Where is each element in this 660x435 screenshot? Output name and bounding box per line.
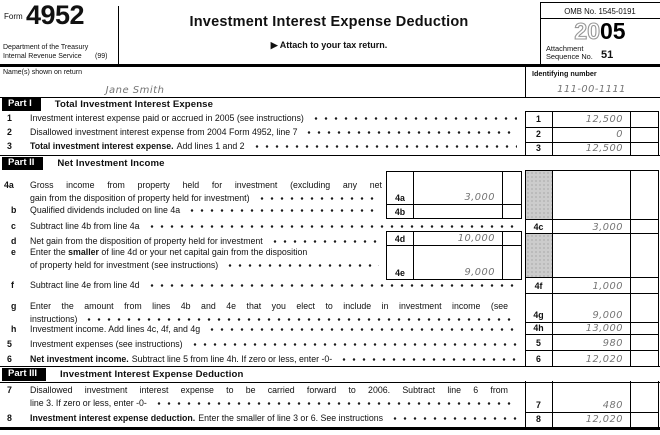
grid-rule [630, 381, 631, 427]
tax-year [540, 19, 660, 43]
part3-bar [0, 366, 660, 383]
grid-rule [658, 381, 659, 427]
line6-label-bold: Net investment income. [30, 354, 129, 364]
part1-title: Total Investment Interest Expense [54, 99, 214, 110]
line4f-box-number: 4f [534, 281, 543, 291]
dept-line1: Department of the Treasury [3, 44, 89, 51]
line4c-box-number: 4c [533, 222, 544, 232]
line4a-amount[interactable]: 3,000 [414, 172, 503, 204]
line8-number: 8 [7, 413, 12, 423]
line4e-inner-row [387, 246, 521, 279]
line3-label-row [30, 141, 520, 152]
line4e-label-line2: of property held for investment (see instructions) [30, 260, 219, 270]
form-title: Investment Interest Expense Deduction [189, 14, 469, 30]
form-word-label: Form [4, 12, 23, 21]
line2-amount[interactable]: 0 [616, 129, 623, 140]
line4a-label-line2: gain from the disposition of property held for investment) [30, 193, 250, 203]
line4b-cents-cell[interactable] [503, 205, 521, 218]
line4d-label-row [30, 236, 382, 247]
name-label: Name(s) shown on return [3, 69, 82, 76]
line7-box-number: 7 [536, 400, 541, 410]
line6-label-row [30, 354, 520, 365]
line4g-number: g [11, 301, 17, 311]
sequence-label: Sequence No. [546, 52, 593, 61]
name-field[interactable]: Jane Smith [105, 85, 165, 96]
line4b-leader-dots [187, 206, 379, 215]
line4e-label-line1 [30, 247, 384, 258]
line6-amount[interactable]: 12,020 [585, 354, 623, 365]
line5-number: 5 [7, 339, 12, 349]
line4f-amount[interactable]: 1,000 [592, 281, 623, 292]
line4d-box-number: 4d [387, 232, 414, 245]
grid-rule [525, 170, 526, 366]
line1-label-row [30, 113, 520, 124]
line4g-label-line1: Enter the amount from lines 4b and 4e that you elect to include in investment income (see [30, 301, 508, 311]
grid-rule [658, 170, 659, 366]
line4c-number: c [11, 221, 16, 231]
line4h-amount[interactable]: 13,000 [585, 323, 623, 334]
line4a-number: 4a [4, 180, 14, 190]
grid-rule [630, 170, 631, 366]
line4a-label-line1: Gross income from property held for investment (excluding any net [30, 180, 382, 190]
line4b-inner-row [387, 205, 521, 218]
line4d-label: Net gain from the disposition of property held for investment [30, 236, 263, 246]
line4e-label-line2-row [30, 260, 382, 271]
line4f-leader-dots [147, 281, 517, 290]
line4g-label-line2: instructions) [30, 314, 78, 324]
part3-title: Investment Interest Expense Deduction [60, 369, 244, 380]
line4f-label-row [30, 280, 520, 291]
line4e-amount[interactable]: 9,000 [414, 246, 503, 279]
line4h-label: Investment income. Add lines 4c, 4f, and 4g [30, 324, 201, 334]
line4a-label-line2-row [30, 193, 382, 204]
line4g-leader-dots [84, 315, 517, 324]
line4b-amount[interactable] [414, 205, 503, 218]
line3-leader-dots [252, 142, 517, 151]
line3-number: 3 [7, 141, 12, 151]
line4e-number: e [11, 247, 16, 257]
line5-label: Investment expenses (see instructions) [30, 339, 183, 349]
grid-rule [525, 111, 659, 112]
dept-line2: Internal Revenue Service [3, 53, 82, 60]
line4h-number: h [11, 324, 17, 334]
line6-leader-dots [339, 355, 517, 364]
line4g-amount[interactable]: 9,000 [592, 310, 623, 321]
line7-amount[interactable]: 480 [602, 400, 623, 411]
part2-chip: Part II [2, 157, 43, 170]
line4d-inner-row [387, 232, 521, 246]
part1-bar [0, 97, 660, 111]
line3-amount[interactable]: 12,500 [585, 143, 623, 154]
tax-year-decade: 05 [600, 18, 626, 44]
grid-rule [525, 219, 659, 220]
line4a-box-number: 4a [387, 172, 414, 204]
part1-chip: Part I [2, 98, 41, 111]
line5-label-row [30, 339, 520, 350]
line8-box-number: 8 [536, 414, 541, 424]
line4h-leader-dots [207, 325, 517, 334]
line4h-box-number: 4h [533, 323, 544, 333]
line4h-label-row [30, 324, 520, 335]
line1-label: Investment interest expense paid or accrued in 2005 (see instructions) [30, 113, 304, 123]
line2-box-number: 2 [536, 129, 541, 139]
line2-leader-dots [304, 128, 517, 137]
line4e-cents-cell[interactable] [503, 246, 521, 279]
line4e-box-number: 4e [387, 246, 414, 279]
line1-leader-dots [311, 114, 517, 123]
omb-number: OMB No. 1545-0191 [564, 7, 636, 16]
grid-rule [525, 412, 659, 413]
line4f-number: f [11, 280, 14, 290]
line4e-label-post: of line 4d or your net capital gain from the disposition [98, 247, 308, 257]
line4a-4b-inner-box [386, 171, 522, 219]
grid-rule [552, 170, 553, 366]
page-bottom-rule [0, 427, 660, 430]
identifying-number-field[interactable]: 111-00-1111 [557, 84, 626, 95]
sequence-number: 51 [601, 49, 614, 61]
line4c-amount[interactable]: 3,000 [592, 222, 623, 233]
line3-label: Add lines 1 and 2 [176, 141, 245, 151]
grid-rule [658, 111, 659, 155]
line4a-inner-row [387, 172, 521, 205]
shaded-cell-4a-4b [526, 171, 552, 219]
line8-leader-dots [390, 414, 517, 423]
line6-number: 6 [7, 354, 12, 364]
line1-amount[interactable]: 12,500 [585, 114, 623, 125]
line4c-label: Subtract line 4b from line 4a [30, 221, 140, 231]
line5-amount[interactable]: 980 [602, 338, 623, 349]
grid-rule [525, 277, 659, 278]
line4b-number: b [11, 205, 17, 215]
grid-rule [630, 111, 631, 155]
header-bottom-rule [0, 64, 660, 67]
tax-year-century: 20 [574, 18, 600, 44]
line1-box-number: 1 [536, 114, 541, 124]
part2-title: Net Investment Income [57, 157, 165, 169]
line4d-4e-inner-box [386, 231, 522, 280]
shaded-cell-4d-4e [526, 234, 552, 277]
attach-note: ▶ Attach to your tax return. [270, 40, 388, 50]
line4c-leader-dots [147, 222, 517, 231]
line7-label-line2-row [30, 398, 520, 409]
line4b-box-number: 4b [387, 205, 414, 218]
line2-number: 2 [7, 127, 12, 137]
line4e-leader-dots [225, 261, 379, 270]
line8-label-bold: Investment interest expense deduction. [30, 413, 196, 423]
line4e-label-bold: smaller [68, 247, 99, 257]
line4f-label: Subtract line 4e from line 4d [30, 280, 140, 290]
part2-bar [0, 155, 660, 170]
line7-label-line2: line 3. If zero or less, enter -0- [30, 398, 147, 408]
grid-rule [525, 334, 659, 335]
identifying-number-label: Identifying number [532, 69, 597, 78]
line7-leader-dots [154, 399, 517, 408]
line6-label: Subtract line 5 from line 4h. If zero or less, enter -0- [131, 354, 333, 364]
line4b-label: Qualified dividends included on line 4a [30, 205, 181, 215]
dept-code: (99) [95, 53, 108, 60]
line7-label-line1: Disallowed investment interest expense to be carried forward to 2006. Subtract line 6 from [30, 385, 508, 395]
line2-label: Disallowed investment interest expense from 2004 Form 4952, line 7 [30, 127, 298, 137]
line4b-label-row [30, 205, 382, 216]
line2-label-row [30, 127, 520, 138]
grid-rule [525, 127, 659, 128]
line4g-box-number: 4g [533, 310, 544, 320]
line5-leader-dots [190, 340, 517, 349]
line8-amount[interactable]: 12,020 [585, 414, 623, 425]
grid-rule [525, 293, 659, 294]
line4d-amount[interactable]: 10,000 [414, 232, 503, 245]
grid-rule [525, 350, 659, 351]
attachment-label: Attachment [546, 44, 584, 53]
part3-chip: Part III [2, 368, 46, 381]
line6-box-number: 6 [536, 354, 541, 364]
line5-box-number: 5 [536, 338, 541, 348]
line4e-label-pre: Enter the [30, 247, 69, 257]
line4d-leader-dots [270, 237, 379, 246]
line8-label: Enter the smaller of line 3 or 6. See instructions [198, 413, 384, 423]
line1-number: 1 [7, 113, 12, 123]
omb-box-top-rule [540, 2, 660, 3]
line4a-leader-dots [257, 194, 379, 203]
line4d-number: d [11, 236, 17, 246]
line3-box-number: 3 [536, 143, 541, 153]
line8-label-row [30, 413, 520, 424]
line4a-cents-cell[interactable] [503, 172, 521, 204]
line7-number: 7 [7, 385, 12, 395]
form-number: 4952 [26, 0, 85, 30]
line3-label-bold: Total investment interest expense. [30, 141, 174, 151]
line4d-cents-cell[interactable] [503, 232, 521, 245]
